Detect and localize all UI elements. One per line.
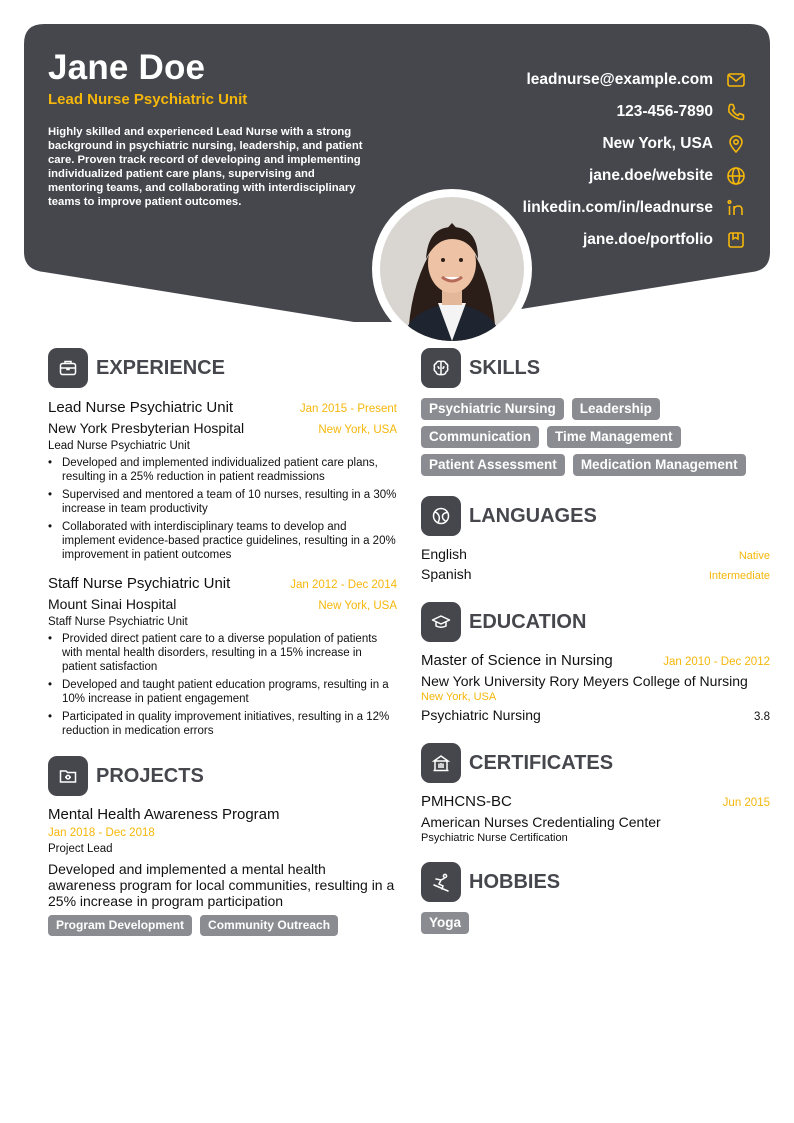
job-bullet: • Participated in quality improvement initiatives, resulting in a 12% reduction in medication errors: [48, 710, 397, 738]
job-location: New York, USA: [318, 600, 397, 612]
phone-icon: [726, 102, 746, 122]
project-description: Developed and implemented a mental health awareness program for local communities, resulting in a 25% increase in program participation: [48, 861, 395, 909]
right-column: [421, 348, 770, 934]
project-tags: [48, 915, 397, 936]
contact-phone-text[interactable]: 123-456-7890: [616, 103, 713, 120]
job-position: Staff Nurse Psychiatric Unit: [48, 616, 188, 628]
hobbies-header: [421, 862, 770, 902]
profile-photo: [372, 189, 532, 349]
job-title: Lead Nurse Psychiatric Unit: [48, 399, 234, 416]
projects-header: [48, 756, 397, 796]
job-bullet: • Collaborated with interdisciplinary teams to develop and implement evidence-based practice guidelines, resulting in a 20% improvement in patient outcomes: [48, 520, 397, 562]
certificate-name: PMHCNS-BC: [421, 793, 512, 810]
linkedin-icon: [726, 198, 746, 218]
project-role: Project Lead: [48, 843, 113, 855]
left-column: [48, 348, 397, 936]
language-level: Native: [738, 550, 770, 562]
folder-icon: [48, 756, 88, 796]
certificates-title: CERTIFICATES: [469, 751, 614, 774]
skills-header: [421, 348, 770, 388]
certificate-item: [421, 793, 770, 844]
contact-linkedin-text[interactable]: linkedin.com/in/leadnurse: [522, 199, 713, 216]
skill-chip: Psychiatric Nursing: [421, 398, 564, 420]
job-bullet: • Developed and implemented individualized patient care plans, resulting in a 25% reduction in patient readmissions: [48, 456, 397, 484]
project-item: [48, 806, 397, 936]
skills-list: [421, 398, 770, 476]
graduation-cap-icon: [421, 602, 461, 642]
contact-email-text[interactable]: leadnurse@example.com: [526, 71, 713, 88]
education-header: [421, 602, 770, 642]
contact-phone[interactable]: [416, 96, 746, 128]
languages-globe-icon: [421, 496, 461, 536]
field-of-study: Psychiatric Nursing: [421, 707, 541, 723]
language-level: Intermediate: [708, 570, 770, 582]
skill-chip: Patient Assessment: [421, 454, 565, 476]
mail-icon: [726, 70, 746, 90]
education-date: Jan 2010 - Dec 2012: [663, 656, 770, 668]
contact-portfolio-text[interactable]: jane.doe/portfolio: [582, 231, 713, 248]
candidate-title: Lead Nurse Psychiatric Unit: [48, 91, 248, 108]
hobbies-title: HOBBIES: [469, 870, 561, 893]
education-item: [421, 652, 770, 723]
job-company: Mount Sinai Hospital: [48, 596, 177, 612]
certificate-date: Jun 2015: [722, 797, 770, 809]
skiing-icon: [421, 862, 461, 902]
degree: Master of Science in Nursing: [421, 652, 613, 669]
candidate-name: Jane Doe: [48, 48, 206, 87]
language-name: Spanish: [421, 566, 472, 582]
briefcase-icon: [48, 348, 88, 388]
certificate-description: Psychiatric Nurse Certification: [421, 832, 568, 844]
school: New York University Rory Meyers College of Nursing: [421, 673, 748, 689]
certificates-header: [421, 743, 770, 783]
job-bullet: • Developed and taught patient education programs, resulting in a 10% increase in patient engagement: [48, 678, 397, 706]
project-date: Jan 2018 - Dec 2018: [48, 827, 155, 839]
location-icon: [726, 134, 746, 154]
contact-email[interactable]: [416, 64, 746, 96]
language-item: [421, 566, 770, 582]
experience-item: [48, 398, 397, 562]
language-name: English: [421, 546, 467, 562]
certificate-issuer: American Nurses Credentialing Center: [421, 814, 661, 830]
job-company: New York Presbyterian Hospital: [48, 420, 245, 436]
project-tag: Community Outreach: [200, 915, 338, 936]
hobby-chip: Yoga: [421, 912, 469, 934]
languages-header: [421, 496, 770, 536]
job-bullets: [48, 632, 397, 738]
experience-item: [48, 574, 397, 738]
job-title: Staff Nurse Psychiatric Unit: [48, 575, 231, 592]
job-bullet: • Provided direct patient care to a diverse population of patients with mental health disorders, resulting in a 15% increase in patient satisfaction: [48, 632, 397, 674]
education-title: EDUCATION: [469, 610, 587, 633]
summary-text: Highly skilled and experienced Lead Nurse with a strong background in psychiatric nursing, leadership, and patient care. Proven track record of developing and implementing individualized patient care plans, supervising and mentoring teams, and collaborating with interdisciplinary teams to improve patient outcomes.: [48, 126, 363, 208]
job-bullet: • Supervised and mentored a team of 10 nurses, resulting in a 30% increase in team productivity: [48, 488, 397, 516]
project-title: Mental Health Awareness Program: [48, 806, 280, 823]
contact-location-text: New York, USA: [602, 135, 713, 152]
experience-header: [48, 348, 397, 388]
projects-title: PROJECTS: [96, 764, 204, 787]
job-date: Jan 2015 - Present: [299, 403, 397, 415]
skill-chip: Communication: [421, 426, 539, 448]
globe-icon: [726, 166, 746, 186]
experience-title: EXPERIENCE: [96, 356, 225, 379]
skill-chip: Medication Management: [573, 454, 746, 476]
skill-chip: Time Management: [547, 426, 681, 448]
contact-website[interactable]: [416, 160, 746, 192]
languages-title: LANGUAGES: [469, 504, 597, 527]
brain-icon: [421, 348, 461, 388]
language-item: [421, 546, 770, 562]
languages-list: [421, 546, 770, 582]
portfolio-icon: [726, 230, 746, 250]
job-position: Lead Nurse Psychiatric Unit: [48, 440, 190, 452]
gpa: 3.8: [754, 711, 770, 723]
skills-title: SKILLS: [469, 356, 541, 379]
hobbies-list: [421, 912, 770, 934]
contact-location: [416, 128, 746, 160]
institution-icon: [421, 743, 461, 783]
school-location: New York, USA: [421, 691, 497, 703]
skill-chip: Leadership: [572, 398, 660, 420]
job-bullets: [48, 456, 397, 562]
project-tag: Program Development: [48, 915, 192, 936]
avatar: [380, 197, 524, 341]
job-location: New York, USA: [318, 424, 397, 436]
job-date: Jan 2012 - Dec 2014: [290, 579, 397, 591]
contact-website-text[interactable]: jane.doe/website: [588, 167, 713, 184]
